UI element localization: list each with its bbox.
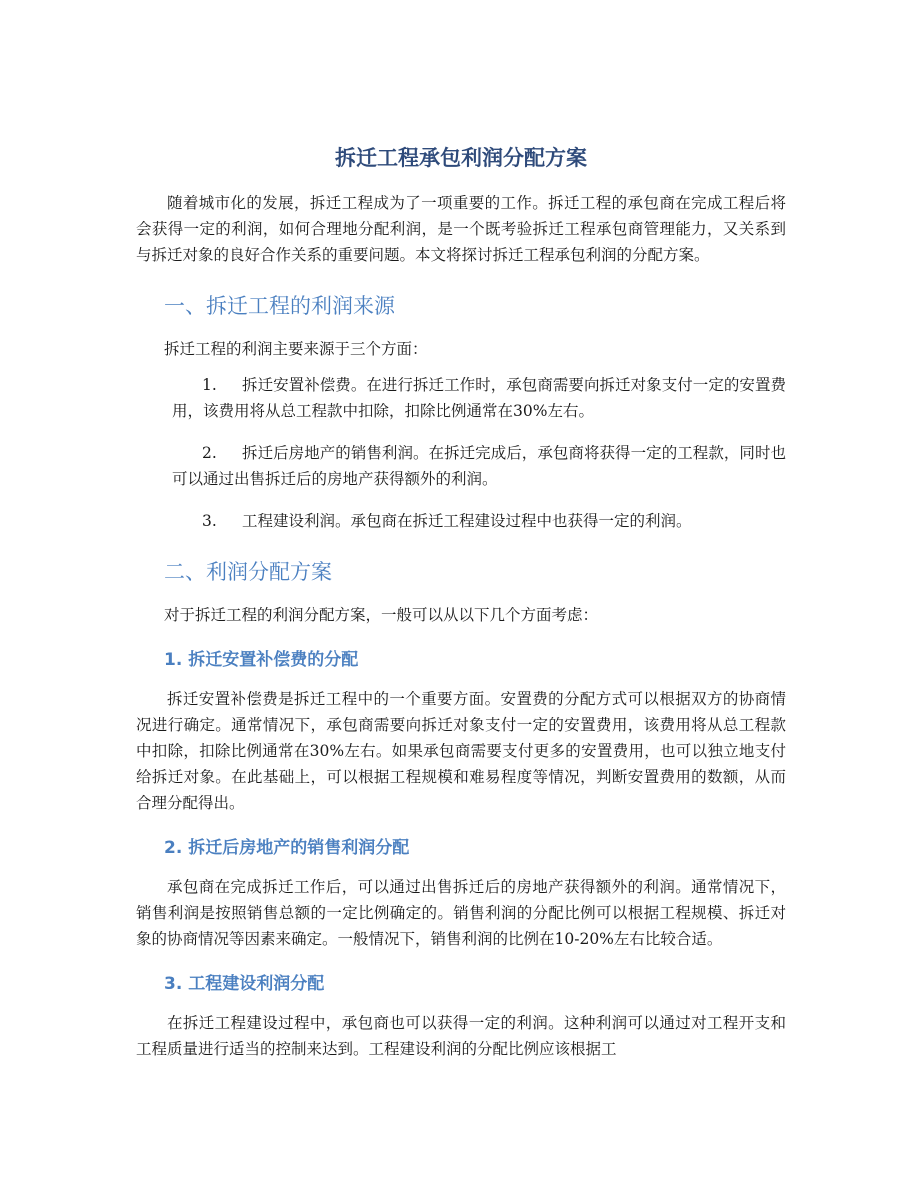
list-item-text: 工程建设利润。承包商在拆迁工程建设过程中也获得一定的利润。 — [242, 512, 692, 530]
list-item — [172, 372, 786, 424]
document-title: 拆迁工程承包利润分配方案 — [335, 146, 587, 170]
list-item-number: 2. — [202, 444, 217, 462]
profit-source-list — [136, 372, 786, 534]
section1-intro: 拆迁工程的利润主要来源于三个方面： — [164, 340, 428, 358]
list-item-number: 3. — [202, 512, 217, 530]
subsection2-heading: 2. 拆迁后房地产的销售利润分配 — [164, 838, 410, 858]
section1-heading: 一、拆迁工程的利润来源 — [164, 294, 395, 318]
subsection3-text: 在拆迁工程建设过程中，承包商也可以获得一定的利润。这种利润可以通过对工程开支和工程质量进行适当的控制来达到。工程建设利润的分配比例应该根据工 — [136, 1014, 786, 1058]
list-item-number: 1. — [202, 376, 217, 394]
list-item — [172, 508, 786, 534]
subsection2-text: 承包商在完成拆迁工作后，可以通过出售拆迁后的房地产获得额外的利润。通常情况下，销售利润是按照销售总额的一定比例确定的。销售利润的分配比例可以根据工程规模、拆迁对象的协商情况等因素来确定。一般情况下，销售利润的比例在10-20%左右比较合适。 — [136, 878, 786, 948]
subsection1-heading: 1. 拆迁安置补偿费的分配 — [164, 650, 359, 670]
list-item-text: 拆迁安置补偿费。在进行拆迁工作时，承包商需要向拆迁对象支付一定的安置费用，该费用将从总工程款中扣除，扣除比例通常在30%左右。 — [172, 376, 786, 420]
section2-heading: 二、利润分配方案 — [164, 560, 332, 584]
list-item-text: 拆迁后房地产的销售利润。在拆迁完成后，承包商将获得一定的工程款，同时也可以通过出售拆迁后的房地产获得额外的利润。 — [172, 444, 786, 488]
document-page — [136, 140, 786, 1074]
subsection3-heading: 3. 工程建设利润分配 — [164, 974, 325, 994]
list-item — [172, 440, 786, 492]
section2-intro: 对于拆迁工程的利润分配方案，一般可以从以下几个方面考虑： — [164, 606, 599, 624]
subsection1-text: 拆迁安置补偿费是拆迁工程中的一个重要方面。安置费的分配方式可以根据双方的协商情况进行确定。通常情况下，承包商需要向拆迁对象支付一定的安置费用，该费用将从总工程款中扣除，扣除比例通常在30%左右。如果承包商需要支付更多的安置费用，也可以独立地支付给拆迁对象。在此基础上，可以根据工程规模和难易程度等情况，判断安置费用的数额，从而合理分配得出。 — [136, 690, 786, 812]
intro-paragraph: 随着城市化的发展，拆迁工程成为了一项重要的工作。拆迁工程的承包商在完成工程后将会获得一定的利润，如何合理地分配利润，是一个既考验拆迁工程承包商管理能力，又关系到与拆迁对象的良好合作关系的重要问题。本文将探讨拆迁工程承包利润的分配方案。 — [136, 194, 786, 264]
